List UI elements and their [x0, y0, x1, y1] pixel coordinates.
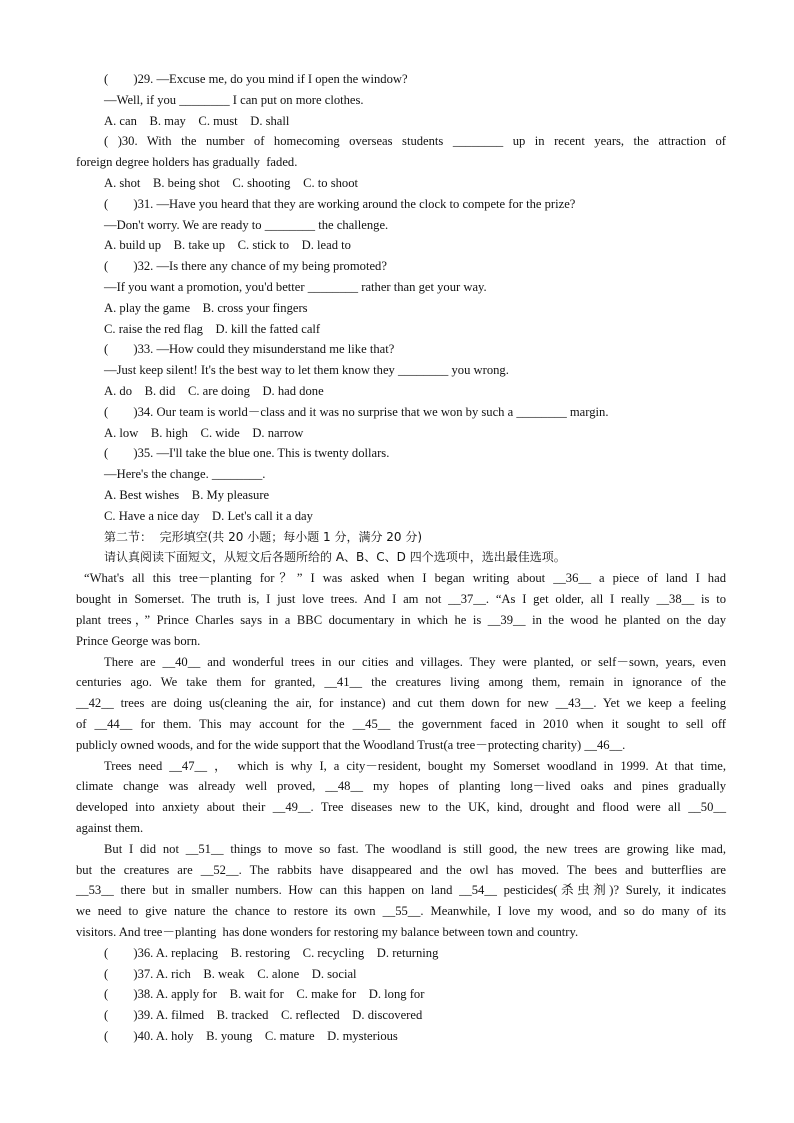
text-line: ( )36. A. replacing B. restoring C. recycling D. returning [104, 946, 439, 960]
text-line: A. do B. did C. are doing D. had done [104, 384, 324, 398]
text-line: C. raise the red flag D. kill the fatted calf [104, 322, 321, 336]
text-line: plant trees，” Prince Charles says in a BBC documentary in which he is __39__ in the wood he planted on the day [76, 613, 726, 627]
text-line: A. shot B. being shot C. shooting C. to shoot [104, 176, 358, 190]
text-line: we need to give nature the chance to restore its own __55__. Meanwhile, I love my wood, and so do many of its [76, 904, 726, 918]
text-line: ( )35. —I'll take the blue one. This is twenty dollars. [104, 446, 390, 460]
text-line: —Just keep silent! It's the best way to let them know they ________ you wrong. [104, 363, 509, 377]
text-line: of __44__ for them. This may account for the __45__ the government faced in 2010 when it sought to sell off [76, 717, 726, 731]
text-line: __42__ trees are doing us(cleaning the air, for instance) and cut them down for new __43__. Yet we keep a feeling [76, 696, 726, 710]
text-line: A. play the game B. cross your fingers [104, 301, 308, 315]
text-line: Trees need __47__ ， which is why I, a city－resident, bought my Somerset woodland in 1999. At that time, [104, 759, 726, 773]
text-line: But I did not __51__ things to move so fast. The woodland is still good, the new trees are growing like mad, [104, 842, 726, 856]
text-line: —Don't worry. We are ready to ________ the challenge. [104, 218, 389, 232]
text-line: —Well, if you ________ I can put on more clothes. [104, 93, 364, 107]
text-line: ( )32. —Is there any chance of my being promoted? [104, 259, 387, 273]
text-line: bought in Somerset. The truth is, I just love trees. And I am not __37__. “As I get older, all I really __38__ is to [76, 592, 726, 606]
text-line: but the creatures are __52__. The rabbits have disappeared and the owl has moved. The bees and butterflies are [76, 863, 726, 877]
text-line: A. low B. high C. wide D. narrow [104, 426, 304, 440]
text-line: —Here's the change. ________. [104, 467, 266, 481]
text-line: ( )34. Our team is world－class and it was no surprise that we won by such a ________ margin. [104, 405, 609, 419]
text-line: ( )37. A. rich B. weak C. alone D. social [104, 967, 357, 981]
text-line: Prince George was born. [76, 634, 201, 648]
text-line: visitors. And tree－planting has done wonders for restoring my balance between town and country. [76, 925, 579, 939]
text-line: foreign degree holders has gradually faded. [76, 155, 298, 169]
text-line: There are __40__ and wonderful trees in our cities and villages. They were planted, or self－sown, years, even [104, 655, 726, 669]
text-line: ( )39. A. filmed B. tracked C. reflected D. discovered [104, 1008, 423, 1022]
text-line: A. Best wishes B. My pleasure [104, 488, 270, 502]
text-line: ( )29. —Excuse me, do you mind if I open the window? [104, 72, 408, 86]
text-line: —If you want a promotion, you'd better ________ rather than get your way. [104, 280, 487, 294]
text-line: ( )30. With the number of homecoming overseas students ________ up in recent years, the attraction of [104, 134, 726, 148]
text-line: C. Have a nice day D. Let's call it a day [104, 509, 313, 523]
text-line: 请认真阅读下面短文，从短文后各题所给的 A、B、C、D 四个选项中，选出最佳选项。 [104, 550, 566, 564]
text-line: climate change was already well proved, __48__ my hopes of planting long－lived oaks and pines gradually [76, 779, 726, 793]
text-line: A. build up B. take up C. stick to D. lead to [104, 238, 351, 252]
text-line: against them. [76, 821, 144, 835]
text-line: “What's all this tree－planting for？” I was asked when I began writing about __36__ a piece of land I had [84, 571, 726, 585]
text-line: ( )33. —How could they misunderstand me like that? [104, 342, 395, 356]
text-line: publicly owned woods, and for the wide support that the Woodland Trust(a tree－protecting charity) __46__. [76, 738, 626, 752]
text-line: A. can B. may C. must D. shall [104, 114, 290, 128]
text-line: ( )31. —Have you heard that they are working around the clock to compete for the prize? [104, 197, 576, 211]
text-line: ( )38. A. apply for B. wait for C. make for D. long for [104, 987, 425, 1001]
text-line: __53__ there but in smaller numbers. How can this happen on land __54__ pesticides(杀虫剂)? Surely, it indicates [76, 883, 726, 897]
text-line: 第二节： 完形填空(共 20 小题；每小题 1 分，满分 20 分) [104, 530, 423, 544]
text-line: ( )40. A. holy B. young C. mature D. mysterious [104, 1029, 398, 1043]
text-line: centuries ago. We take them for granted, __41__ the creatures living among them, remain in ignorance of the [76, 675, 726, 689]
text-line: developed into anxiety about their __49__. Tree diseases new to the UK, kind, drought and flood were all __50__ [76, 800, 726, 814]
